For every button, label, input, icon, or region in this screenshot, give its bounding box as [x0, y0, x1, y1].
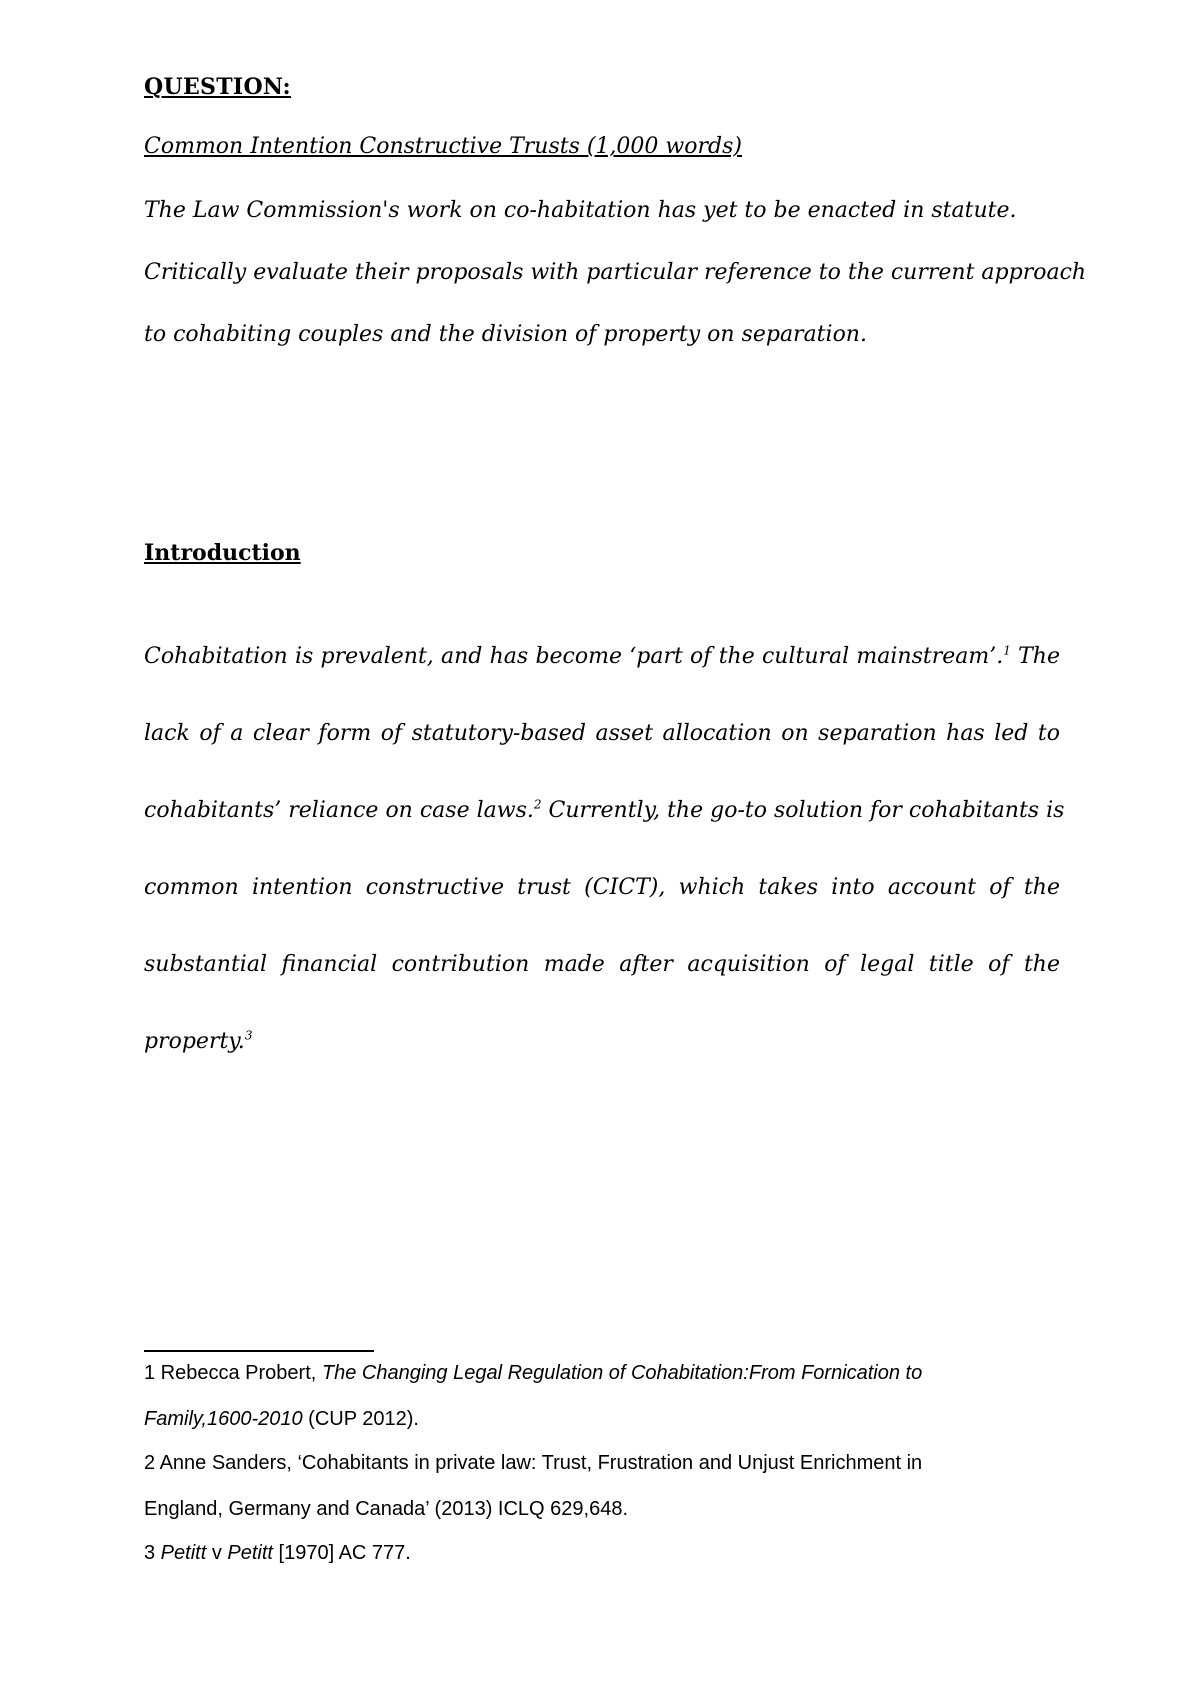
footnote-1: 1 Rebecca Probert, The Changing Legal Regulation of Cohabitation:From Fornication to — [144, 1362, 923, 1384]
body-line: substantial financial contribution made after acquisition of legal title of the — [144, 952, 1060, 977]
question-heading: QUESTION: — [144, 74, 291, 100]
body-line: Cohabitation is prevalent, and has become ‘part of the cultural mainstream’.$^1$ The — [144, 643, 1060, 669]
question-line: to cohabiting couples and the division of property on separation. — [144, 322, 867, 347]
body-line: property.$^3$ — [144, 1028, 253, 1054]
footnote-ref[interactable]: 2 — [533, 797, 542, 812]
body-line: cohabitants’ reliance on case laws.$^2$ Currently, the go-to solution for cohabitants is — [144, 797, 1065, 823]
footnote-separator — [144, 1350, 374, 1352]
footnote-number: 2 — [144, 1452, 156, 1474]
footnote-2-continued: England, Germany and Canada’ (2013) ICLQ 629,648. — [144, 1498, 629, 1520]
question-line: Critically evaluate their proposals with particular reference to the current approach — [144, 260, 1087, 285]
body-line: common intention constructive trust (CICT), which takes into account of the — [144, 875, 1060, 900]
footnote-ref[interactable]: 3 — [244, 1028, 253, 1043]
question-title: Common Intention Constructive Trusts (1,000 words) — [144, 134, 742, 159]
question-line: The Law Commission's work on co-habitation has yet to be enacted in statute. — [144, 198, 1017, 223]
footnote-ref[interactable]: 1 — [1003, 643, 1011, 658]
footnote-1-continued: Family,1600-2010 (CUP 2012). — [144, 1408, 419, 1430]
footnote-3: 3 Petitt v Petitt [1970] AC 777. — [144, 1542, 411, 1564]
body-line: lack of a clear form of statutory-based asset allocation on separation has led to — [144, 721, 1060, 746]
footnote-2: 2 Anne Sanders, ‘Cohabitants in private law: Trust, Frustration and Unjust Enrichment in — [144, 1452, 923, 1474]
footnote-number: 1 — [144, 1362, 156, 1384]
introduction-heading: Introduction — [144, 540, 301, 566]
footnote-number: 3 — [144, 1542, 156, 1564]
